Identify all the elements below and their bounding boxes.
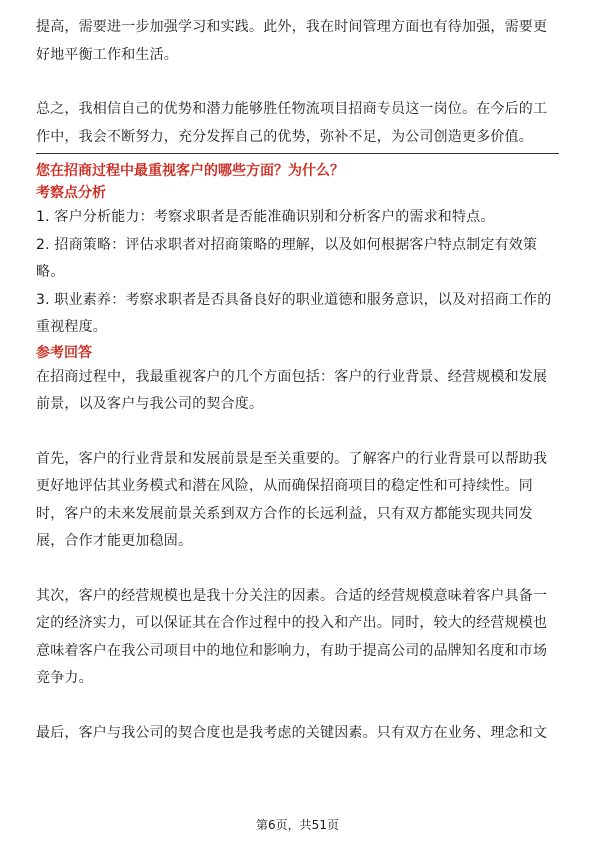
- document-page: [36, 14, 559, 747]
- answer-paragraph: 在招商过程中，我最重视客户的几个方面包括：客户的行业背景、经营规模和发展前景，以及客户与我公司的契合度。: [36, 368, 548, 412]
- page-number-footer: 第6页，共51页: [256, 818, 339, 832]
- question-heading: 您在招商过程中最重视客户的哪些方面？为什么？: [36, 163, 344, 179]
- analysis-item: 3. 职业素养：考察求职者是否具备良好的职业道德和服务意识，以及对招商工作的重视程度。: [36, 291, 552, 335]
- paragraph-spacer: [36, 69, 559, 96]
- paragraph-spacer: [36, 693, 559, 720]
- answer-paragraph: 其次，客户的经营规模也是我十分关注的因素。合适的经营规模意味着客户具备一定的经济实力，可以保证其在合作过程中的投入和产出。同时，较大的经营规模也意味着客户在我公司项目中的地位和影响力，有助于提高公司的品牌知名度和市场竞争力。: [36, 587, 548, 686]
- answer-title: 参考回答: [36, 344, 92, 361]
- analysis-item: 1. 客户分析能力：考察求职者是否能准确识别和分析客户的需求和特点。: [36, 209, 495, 225]
- section-divider: [36, 153, 559, 154]
- paragraph-spacer: [36, 556, 559, 583]
- paragraph-spacer: [36, 419, 559, 446]
- answer-paragraph: 最后，客户与我公司的契合度也是我考虑的关键因素。只有双方在业务、理念和文: [36, 724, 548, 741]
- analysis-item: 2. 招商策略：评估求职者对招商策略的理解，以及如何根据客户特点制定有效策略。: [36, 236, 538, 280]
- intro-paragraph-2: 总之，我相信自己的优势和潜力能够胜任物流项目招商专员这一岗位。在今后的工作中，我会不断努力，充分发挥自己的优势，弥补不足，为公司创造更多价值。: [36, 101, 548, 145]
- analysis-title: 考察点分析: [36, 185, 106, 201]
- answer-paragraph: 首先，客户的行业背景和发展前景是至关重要的。了解客户的行业背景可以帮助我更好地评估其业务模式和潜在风险，从而确保招商项目的稳定性和可持续性。同时，客户的未来发展前景关系到双方合作的长远利益，只有双方都能实现共同发展，合作才能更加稳固。: [36, 450, 548, 549]
- intro-paragraph-1: 提高，需要进一步加强学习和实践。此外，我在时间管理方面也有待加强，需要更好地平衡工作和生活。: [36, 19, 548, 63]
